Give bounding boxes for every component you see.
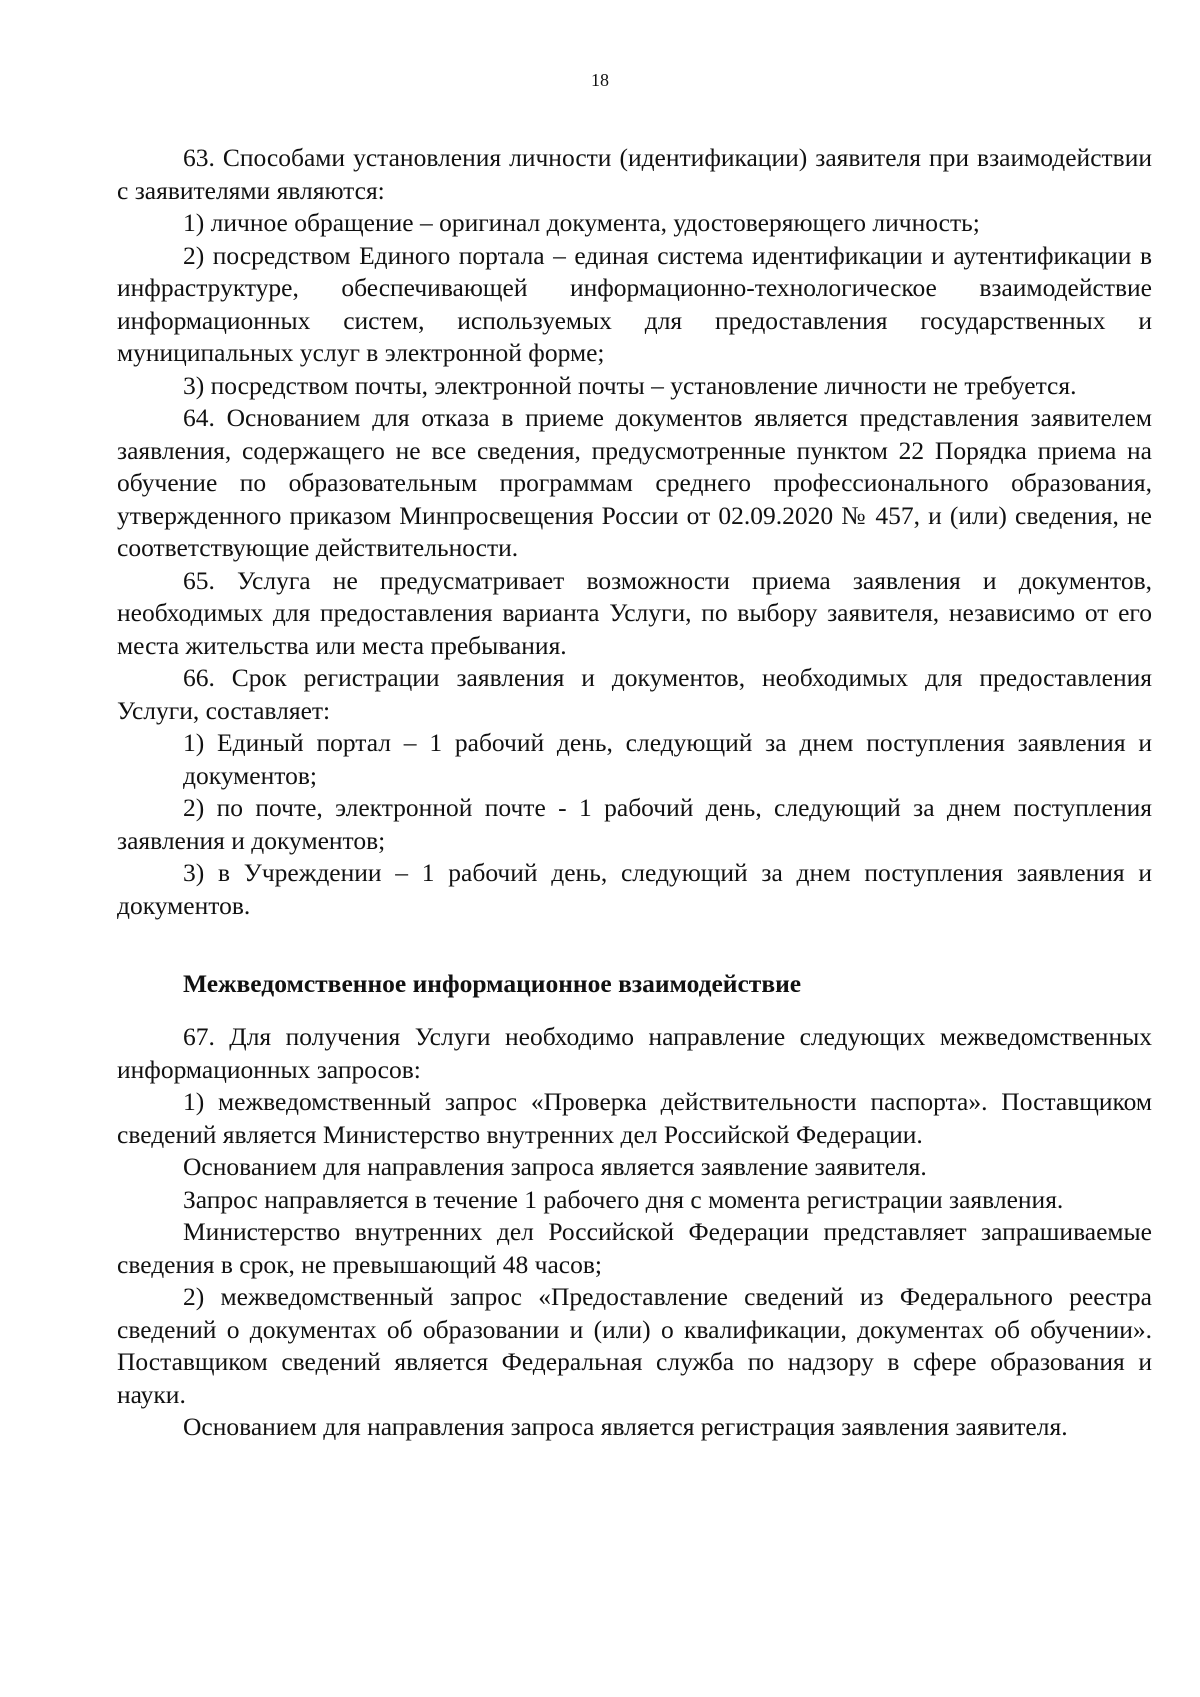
document-body <box>117 142 1152 1444</box>
paragraph-67-item-1-timing: Запрос направляется в течение 1 рабочего дня с момента регистрации заявления. <box>183 1184 1064 1214</box>
paragraph-64: 64. Основанием для отказа в приеме документов является представления заявителем заявления, содержащего не все сведения, предусмотренные пунктом 22 Порядка приема на обучение по образовательным программам среднего профессионального образования, утвержденного приказом Минпросвещения России от 02.09.2020 № 457, и (или) сведения, не соответствующие действительности. <box>117 403 1152 562</box>
section-heading: Межведомственное информационное взаимодействие <box>183 969 802 998</box>
paragraph-67-item-2: 2) межведомственный запрос «Предоставление сведений из Федерального реестра сведений о документах об образовании и (или) о квалификации, документах об обучении». Поставщиком сведений является Федеральная служба по надзору в сфере образования и науки. <box>117 1282 1152 1409</box>
paragraph-66-item-3: 3) в Учреждении – 1 рабочий день, следующий за днем поступления заявления и документов. <box>117 858 1152 920</box>
paragraph-65: 65. Услуга не предусматривает возможности приема заявления и документов, необходимых для предоставления варианта Услуги, по выбору заявителя, независимо от его места жительства или места пребывания. <box>117 565 1152 660</box>
paragraph-67-item-1-response: Министерство внутренних дел Российской Федерации представляет запрашиваемые сведения в срок, не превышающий 48 часов; <box>117 1217 1152 1279</box>
paragraph-63-item-2: 2) посредством Единого портала – единая система идентификации и аутентификации в инфраструктуре, обеспечивающей информационно-технологическое взаимодействие информационных систем, используемых для предоставления государственных и муниципальных услуг в электронной форме; <box>117 240 1152 367</box>
page-number: 18 <box>591 70 609 90</box>
paragraph-63-item-1: 1) личное обращение – оригинал документа, удостоверяющего личность; <box>183 208 980 237</box>
paragraph-67-intro: 67. Для получения Услуги необходимо направление следующих межведомственных информационных запросов: <box>117 1022 1152 1084</box>
paragraph-63-item-3: 3) посредством почты, электронной почты – установление личности не требуется. <box>183 370 1077 400</box>
paragraph-67-item-1: 1) межведомственный запрос «Проверка действительности паспорта». Поставщиком сведений является Министерство внутренних дел Российской Федерации. <box>117 1087 1152 1149</box>
paragraph-63-intro: 63. Способами установления личности (идентификации) заявителя при взаимодействии с заявителями являются: <box>117 143 1152 205</box>
paragraph-66-item-2: 2) по почте, электронной почте - 1 рабочий день, следующий за днем поступления заявления и документов; <box>117 793 1152 855</box>
paragraph-67-item-1-basis: Основанием для направления запроса является заявление заявителя. <box>183 1152 927 1181</box>
paragraph-66-intro: 66. Срок регистрации заявления и документов, необходимых для предоставления Услуги, составляет: <box>117 663 1152 725</box>
paragraph-67-item-2-basis: Основанием для направления запроса является регистрация заявления заявителя. <box>183 1412 1068 1441</box>
paragraph-66-item-1: 1) Единый портал – 1 рабочий день, следующий за днем поступления заявления и документов; <box>183 728 1152 790</box>
